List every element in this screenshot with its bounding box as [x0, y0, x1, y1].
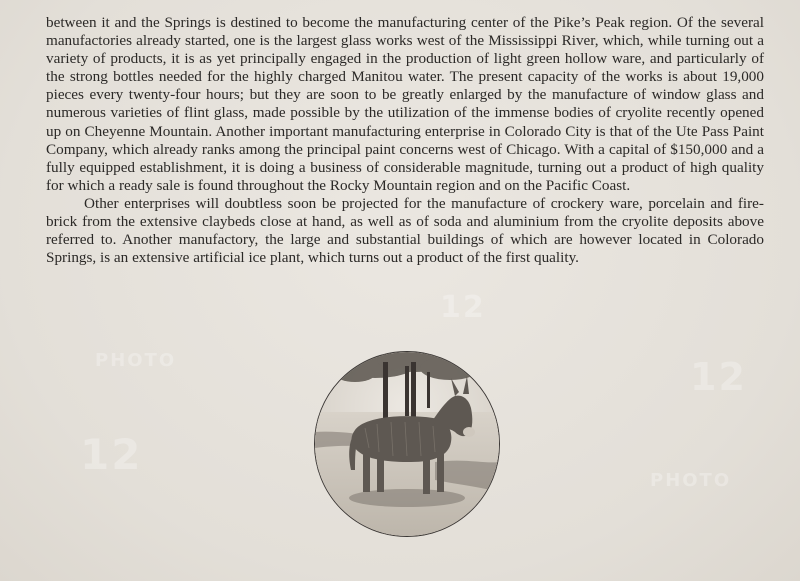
paragraph-2: Other enterprises will doubtless soon be projected for the manufacture of crockery ware, porcelain and fire-brick from the extensive claybeds close at hand, as well as of soda and aluminium from the cryolite deposits above referred to. Another manufactory, the large and substantial buildings of which are however located in Colorado Springs, is an extensive artificial ice plant, which turns out a product of the first quality. [46, 194, 764, 267]
burro-photo [314, 351, 500, 537]
paragraph-1: between it and the Springs is destined to become the manufacturing center of the Pike’s Peak region. Of the several manufactories already started, one is the largest glass works west of the Mississippi River, which, while turning out a variety of products, it is as yet principally engaged in the production of light green hollow ware, and particularly of the strong bottles needed for the highly charged Manitou water. The present capacity of the works is about 19,000 pieces every twenty-four hours; but they are soon to be greatly enlarged by the manufacture of window glass and numerous varieties of flint glass, made possible by the utilization of the immense bodies of cryolite recently opened up on Cheyenne Mountain. Another important manufacturing enterprise in Colorado City is that of the Ute Pass Paint Company, which already ranks among the principal paint concerns west of Chicago. With a capital of $150,000 and a fully equipped establishment, it is doing a business of considerable magnitude, turning out a product of high quality for which a ready sale is found throughout the Rocky Mountain region and on the Pacific Coast. [46, 14, 764, 194]
burro-illustration [315, 352, 499, 536]
watermark-5: 12 [440, 290, 486, 325]
watermark-1: PHOTO [95, 350, 177, 371]
body-text [46, 14, 764, 267]
watermark-4: 12 [690, 355, 747, 399]
watermark-3: PHOTO [650, 470, 732, 491]
watermark-2: 12 [80, 430, 143, 479]
